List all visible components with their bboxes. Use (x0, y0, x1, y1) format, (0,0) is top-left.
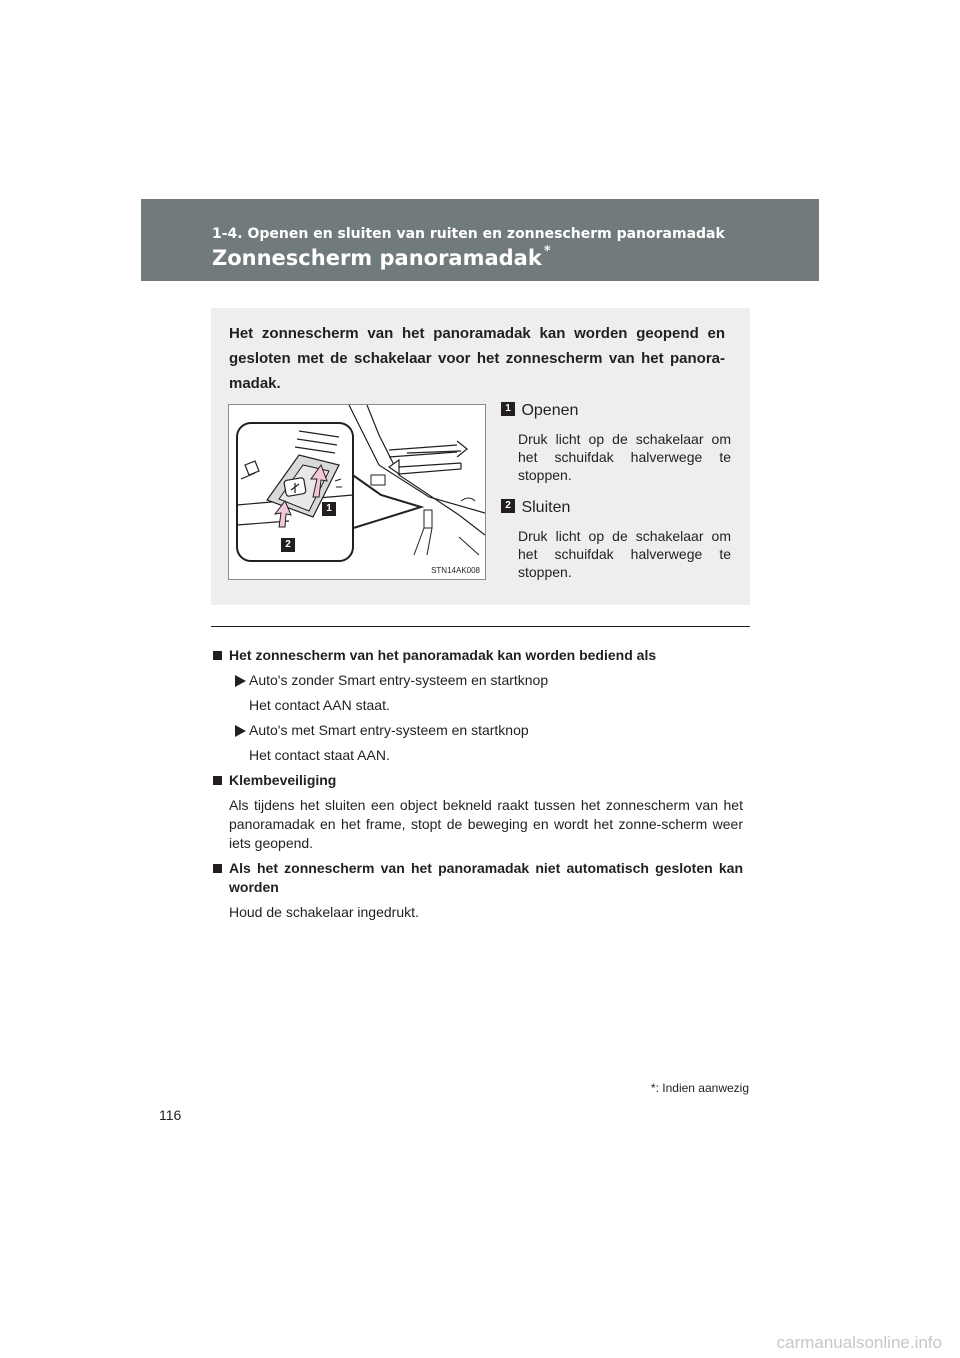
step-number-badge: 1 (501, 402, 515, 416)
step-close-heading (501, 498, 731, 518)
square-bullet-icon (213, 776, 222, 785)
triangle-arrow-icon (235, 675, 246, 687)
availability-mark: * (543, 244, 551, 259)
note-text: Als tijdens het sluiten een object bekneld raakt tussen het zonnescherm van het panoramadak en het frame, stopt de beweging en wordt het zonne-scherm weer iets geopend. (229, 797, 743, 851)
switch-illustration-drawing (229, 405, 485, 579)
note-title (213, 859, 743, 897)
step-open-description: Druk licht op de schakelaar om het schuifdak halverwege te stoppen. (518, 431, 731, 483)
step-open-label: Openen (521, 402, 579, 419)
note-title-text: Klembeveiliging (229, 772, 337, 788)
variant-label (229, 721, 743, 740)
note-title-text: Als het zonnescherm van het panoramadak niet automatisch gesloten kan worden (229, 860, 743, 895)
square-bullet-icon (213, 864, 222, 873)
note-title (213, 771, 743, 790)
variant-label-text: Auto's met Smart entry-systeem en startknop (249, 722, 529, 738)
switch-illustration (228, 404, 486, 580)
square-bullet-icon (213, 651, 222, 660)
note-title (213, 646, 743, 665)
note-jam-protection (213, 771, 743, 853)
page-number: 116 (159, 1107, 182, 1123)
intro-text: Het zonnescherm van het panoramadak kan worden geopend en gesloten met de schakelaar voor het zonnescherm van het panora-madak. (229, 325, 725, 392)
variant-label (229, 671, 743, 690)
intro-box (211, 308, 750, 605)
notes (213, 646, 743, 922)
note-manual-close (213, 859, 743, 922)
step-1-badge: 1 (322, 502, 336, 516)
triangle-arrow-icon (235, 725, 246, 737)
page-title (212, 246, 551, 270)
variant-detail: Het contact AAN staat. (249, 697, 390, 713)
footnote-mark: * (650, 1081, 656, 1095)
figure-code: STN14AK008 (431, 566, 480, 575)
variant-label-text: Auto's zonder Smart entry-systeem en startknop (249, 672, 549, 688)
variant-without-smart-entry (213, 671, 743, 715)
step-close-label: Sluiten (521, 499, 571, 516)
footnote-text: : Indien aanwezig (655, 1081, 749, 1095)
section-title: 1-4. Openen en sluiten van ruiten en zonnescherm panoramadak (212, 226, 725, 242)
note-text: Houd de schakelaar ingedrukt. (229, 904, 419, 920)
footnote (651, 1081, 749, 1095)
step-close (501, 498, 731, 581)
step-open (501, 401, 731, 484)
watermark: carmanualsonline.info (776, 1333, 942, 1352)
step-2-badge: 2 (281, 538, 295, 552)
variant-detail: Het contact staat AAN. (249, 747, 390, 763)
step-open-heading (501, 401, 731, 421)
section-divider (211, 626, 750, 627)
page-title-text: Zonnescherm panoramadak (212, 246, 542, 270)
note-title-text: Het zonnescherm van het panoramadak kan worden bediend als (229, 647, 657, 663)
variant-with-smart-entry (213, 721, 743, 765)
step-close-description: Druk licht op de schakelaar om het schuifdak halverwege te stoppen. (518, 528, 731, 580)
step-number-badge: 2 (501, 499, 515, 513)
section-header (141, 199, 819, 281)
note-operation-conditions (213, 646, 743, 765)
